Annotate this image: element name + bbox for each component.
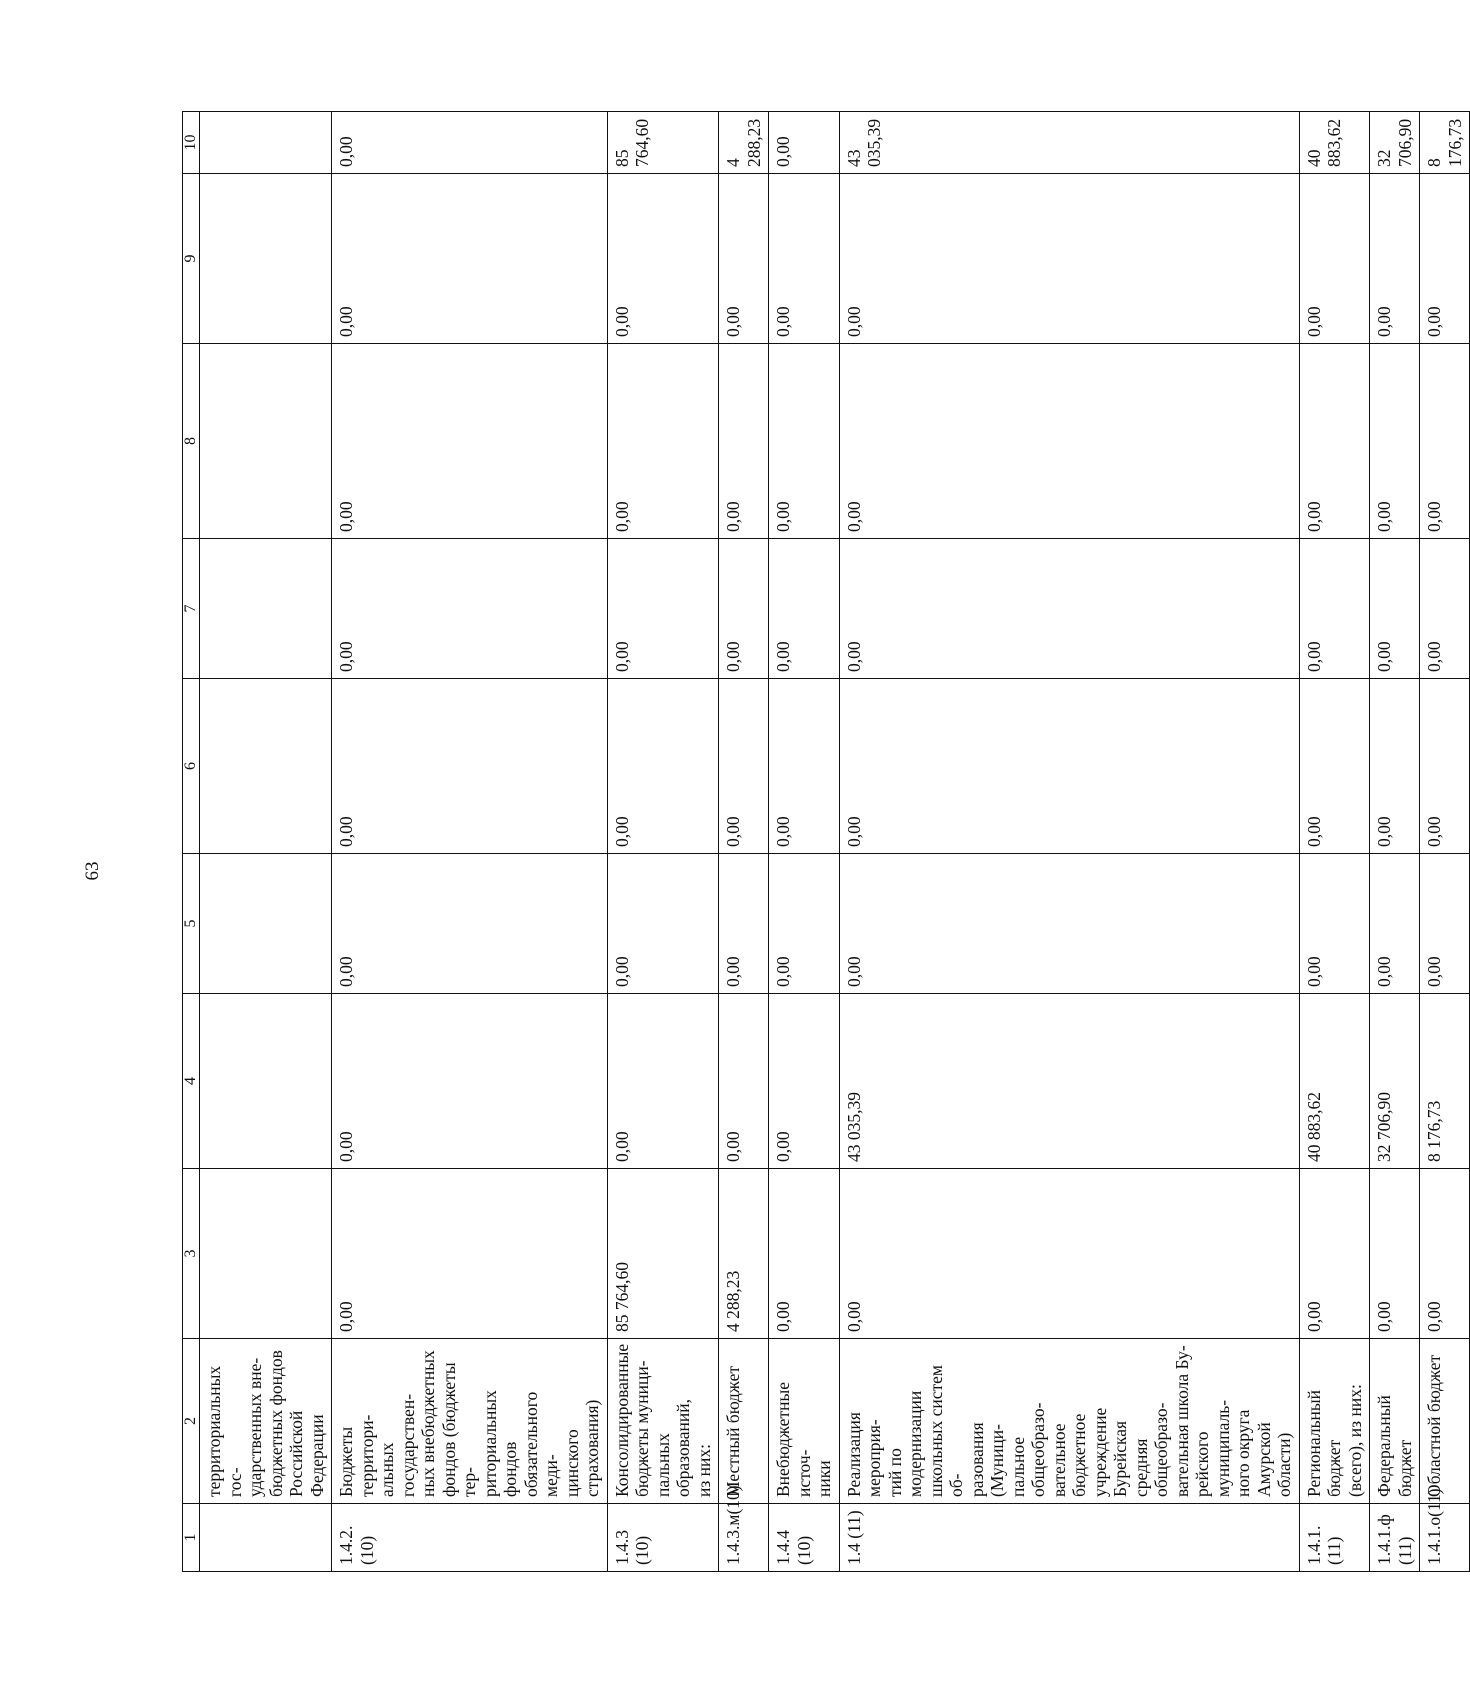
row-name: Федеральный бюджет <box>1370 1339 1420 1504</box>
value-cell: 43 035,39 <box>839 112 1299 174</box>
value-cell <box>200 1169 332 1339</box>
value-cell: 0,00 <box>1420 1169 1470 1339</box>
value-cell: 0,00 <box>332 344 608 539</box>
value-cell: 0,00 <box>332 854 608 994</box>
value-cell: 0,00 <box>1420 174 1470 344</box>
value-cell: 0,00 <box>607 854 719 994</box>
row-code: 1.4.1.о(11) <box>1420 1504 1470 1572</box>
value-cell: 0,00 <box>1370 679 1420 854</box>
value-cell <box>200 174 332 344</box>
value-cell: 8 176,73 <box>1420 112 1470 174</box>
value-cell: 0,00 <box>607 174 719 344</box>
value-cell: 0,00 <box>1420 539 1470 679</box>
value-cell: 32 706,90 <box>1370 994 1420 1169</box>
value-cell: 0,00 <box>719 174 769 344</box>
col-header: 5 <box>183 854 200 994</box>
value-cell: 0,00 <box>1299 174 1370 344</box>
value-cell: 0,00 <box>769 344 840 539</box>
value-cell: 85 764,60 <box>607 1169 719 1339</box>
value-cell: 0,00 <box>1370 1169 1420 1339</box>
rotated-table-container <box>182 112 1465 1572</box>
row-name: Местный бюджет <box>719 1339 769 1504</box>
value-cell: 43 035,39 <box>839 994 1299 1169</box>
value-cell: 0,00 <box>719 539 769 679</box>
table-row <box>1420 112 1470 1572</box>
value-cell: 0,00 <box>769 1169 840 1339</box>
value-cell <box>200 854 332 994</box>
value-cell: 8 176,73 <box>1420 994 1470 1169</box>
budget-table <box>182 111 1470 1572</box>
value-cell: 0,00 <box>769 539 840 679</box>
value-cell: 0,00 <box>1299 1169 1370 1339</box>
value-cell <box>200 994 332 1169</box>
value-cell: 4 288,23 <box>719 112 769 174</box>
value-cell: 0,00 <box>332 174 608 344</box>
table-row <box>769 112 840 1572</box>
col-header: 4 <box>183 994 200 1169</box>
value-cell: 0,00 <box>607 344 719 539</box>
value-cell: 0,00 <box>1370 539 1420 679</box>
value-cell: 0,00 <box>1299 539 1370 679</box>
value-cell: 0,00 <box>1299 854 1370 994</box>
value-cell: 0,00 <box>719 679 769 854</box>
table-row <box>607 112 719 1572</box>
value-cell: 0,00 <box>1370 174 1420 344</box>
value-cell <box>200 679 332 854</box>
table-row <box>1370 112 1420 1572</box>
value-cell: 0,00 <box>719 344 769 539</box>
value-cell <box>200 112 332 174</box>
value-cell: 0,00 <box>839 679 1299 854</box>
row-code: 1.4.1.ф (11) <box>1370 1504 1420 1572</box>
value-cell: 0,00 <box>769 994 840 1169</box>
row-code: 1.4.1.(11) <box>1299 1504 1370 1572</box>
value-cell: 0,00 <box>839 539 1299 679</box>
value-cell: 0,00 <box>769 854 840 994</box>
col-header: 10 <box>183 112 200 174</box>
row-name: Реализация мероприя- тий по модернизации школьных систем об- разования (Муници- пальное общеобразо- вательное бюджетное учреждение Бурейская средняя общеобразо- вательная школа Бу- рейского муниципаль- ного округа Амурской области) <box>839 1339 1299 1504</box>
value-cell: 32 706,90 <box>1370 112 1420 174</box>
value-cell: 0,00 <box>607 539 719 679</box>
value-cell: 0,00 <box>839 344 1299 539</box>
value-cell: 0,00 <box>1420 344 1470 539</box>
page-number: 63 <box>82 861 103 881</box>
col-header: 7 <box>183 539 200 679</box>
row-name: территориальных гос- ударственных вне- бюджетных фондов Российской Федерации <box>200 1339 332 1504</box>
value-cell: 0,00 <box>1299 344 1370 539</box>
row-name: Областной бюджет <box>1420 1339 1470 1504</box>
value-cell: 0,00 <box>769 174 840 344</box>
row-name: Бюджеты территори- альных государствен- ных внебюджетных фондов (бюджеты тер- риториальных фондов обязательного меди- цинского страхования) <box>332 1339 608 1504</box>
value-cell <box>200 344 332 539</box>
row-code: 1.4.3.м(10) <box>719 1504 769 1572</box>
value-cell: 0,00 <box>607 994 719 1169</box>
col-header: 2 <box>183 1339 200 1504</box>
value-cell: 0,00 <box>1370 854 1420 994</box>
row-code: 1.4.3 (10) <box>607 1504 719 1572</box>
value-cell: 0,00 <box>332 539 608 679</box>
col-header: 3 <box>183 1169 200 1339</box>
value-cell: 0,00 <box>1370 344 1420 539</box>
value-cell: 0,00 <box>1420 679 1470 854</box>
value-cell: 0,00 <box>839 174 1299 344</box>
value-cell <box>200 539 332 679</box>
table-row <box>200 112 332 1572</box>
value-cell: 0,00 <box>1299 679 1370 854</box>
row-code: 1.4.4 (10) <box>769 1504 840 1572</box>
row-code: 1.4.2.(10) <box>332 1504 608 1572</box>
value-cell: 0,00 <box>332 994 608 1169</box>
table-row <box>839 112 1299 1572</box>
table-row <box>332 112 608 1572</box>
value-cell: 0,00 <box>332 1169 608 1339</box>
value-cell: 40 883,62 <box>1299 112 1370 174</box>
value-cell: 0,00 <box>769 112 840 174</box>
col-header: 9 <box>183 174 200 344</box>
value-cell: 4 288,23 <box>719 1169 769 1339</box>
value-cell: 85 764,60 <box>607 112 719 174</box>
col-header: 8 <box>183 344 200 539</box>
table-row <box>719 112 769 1572</box>
value-cell: 0,00 <box>839 854 1299 994</box>
value-cell: 40 883,62 <box>1299 994 1370 1169</box>
value-cell: 0,00 <box>332 679 608 854</box>
row-code <box>200 1504 332 1572</box>
value-cell: 0,00 <box>769 679 840 854</box>
col-header: 6 <box>183 679 200 854</box>
value-cell: 0,00 <box>1420 854 1470 994</box>
col-header: 1 <box>183 1504 200 1572</box>
row-code: 1.4 (11) <box>839 1504 1299 1572</box>
value-cell: 0,00 <box>719 994 769 1169</box>
row-name: Внебюджетные источ- ники <box>769 1339 840 1504</box>
table-row <box>1299 112 1370 1572</box>
value-cell: 0,00 <box>607 679 719 854</box>
value-cell: 0,00 <box>839 1169 1299 1339</box>
row-name: Консолидированные бюджеты муници- пальных образований, из них: <box>607 1339 719 1504</box>
row-name: Региональный бюджет (всего), из них: <box>1299 1339 1370 1504</box>
value-cell: 0,00 <box>719 854 769 994</box>
header-row <box>183 112 200 1572</box>
value-cell: 0,00 <box>332 112 608 174</box>
